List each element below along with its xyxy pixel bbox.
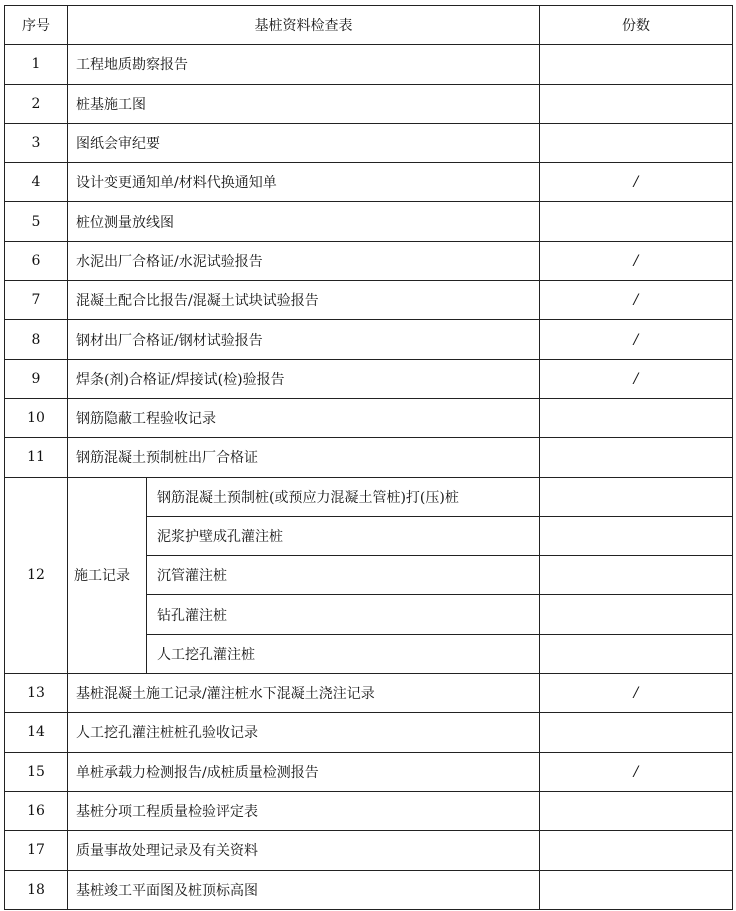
row-number: 8	[5, 320, 68, 359]
row-number: 16	[5, 791, 68, 830]
table-row	[5, 438, 733, 477]
row-copies: /	[540, 241, 733, 280]
row-copies: /	[540, 674, 733, 713]
header-copies: 份数	[540, 6, 733, 45]
row-item-name: 基桩混凝土施工记录/灌注桩水下混凝土浇注记录	[68, 674, 540, 713]
table-row	[5, 752, 733, 791]
row-item-name: 工程地质勘察报告	[68, 45, 540, 84]
header-seq: 序号	[5, 6, 68, 45]
row-number: 4	[5, 163, 68, 202]
row-item-name: 设计变更通知单/材料代换通知单	[68, 163, 540, 202]
group-number: 12	[5, 477, 68, 673]
row-copies	[540, 870, 733, 909]
row-item-name: 水泥出厂合格证/水泥试验报告	[68, 241, 540, 280]
row-number: 10	[5, 398, 68, 437]
row-copies	[540, 831, 733, 870]
row-item-name: 钢材出厂合格证/钢材试验报告	[68, 320, 540, 359]
row-copies	[540, 634, 733, 673]
table-row	[5, 398, 733, 437]
row-copies: /	[540, 359, 733, 398]
row-number: 5	[5, 202, 68, 241]
row-copies	[540, 123, 733, 162]
row-number: 2	[5, 84, 68, 123]
table-row	[5, 831, 733, 870]
row-copies	[540, 398, 733, 437]
row-number: 6	[5, 241, 68, 280]
row-copies: /	[540, 163, 733, 202]
row-item-name: 混凝土配合比报告/混凝土试块试验报告	[68, 281, 540, 320]
row-item-name: 钢筋隐蔽工程验收记录	[68, 398, 540, 437]
row-number: 9	[5, 359, 68, 398]
row-copies	[540, 791, 733, 830]
table-row	[5, 45, 733, 84]
table-row	[5, 84, 733, 123]
group-sub-item: 人工挖孔灌注桩	[147, 634, 540, 673]
row-number: 3	[5, 123, 68, 162]
row-number: 11	[5, 438, 68, 477]
table-row	[5, 202, 733, 241]
row-copies	[540, 556, 733, 595]
row-copies	[540, 45, 733, 84]
row-number: 13	[5, 674, 68, 713]
table-row	[5, 123, 733, 162]
table-row	[5, 320, 733, 359]
row-copies	[540, 84, 733, 123]
header-title: 基桩资料检查表	[68, 6, 540, 45]
row-item-name: 桩基施工图	[68, 84, 540, 123]
row-item-name: 质量事故处理记录及有关资料	[68, 831, 540, 870]
row-copies: /	[540, 752, 733, 791]
table-row	[5, 674, 733, 713]
table-row-group-start	[5, 477, 733, 516]
group-sub-item: 钻孔灌注桩	[147, 595, 540, 634]
group-name: 施工记录	[68, 477, 147, 673]
row-item-name: 桩位测量放线图	[68, 202, 540, 241]
row-number: 15	[5, 752, 68, 791]
table-row	[5, 281, 733, 320]
row-copies	[540, 202, 733, 241]
row-item-name: 焊条(剂)合格证/焊接试(检)验报告	[68, 359, 540, 398]
table-row	[5, 870, 733, 909]
row-item-name: 单桩承载力检测报告/成桩质量检测报告	[68, 752, 540, 791]
table-row	[5, 241, 733, 280]
row-item-name: 基桩竣工平面图及桩顶标高图	[68, 870, 540, 909]
checklist-sheet	[4, 5, 732, 908]
table-row	[5, 163, 733, 202]
group-sub-item: 沉管灌注桩	[147, 556, 540, 595]
row-number: 14	[5, 713, 68, 752]
row-item-name: 基桩分项工程质量检验评定表	[68, 791, 540, 830]
row-copies: /	[540, 281, 733, 320]
table-row	[5, 791, 733, 830]
pile-data-checklist-table	[4, 5, 733, 910]
row-number: 17	[5, 831, 68, 870]
row-copies	[540, 516, 733, 555]
row-item-name: 人工挖孔灌注桩桩孔验收记录	[68, 713, 540, 752]
table-row	[5, 359, 733, 398]
row-item-name: 图纸会审纪要	[68, 123, 540, 162]
row-number: 18	[5, 870, 68, 909]
row-copies	[540, 713, 733, 752]
row-copies: /	[540, 320, 733, 359]
row-copies	[540, 477, 733, 516]
row-copies	[540, 595, 733, 634]
row-item-name: 钢筋混凝土预制桩出厂合格证	[68, 438, 540, 477]
row-number: 7	[5, 281, 68, 320]
group-sub-item: 钢筋混凝土预制桩(或预应力混凝土管桩)打(压)桩	[147, 477, 540, 516]
row-number: 1	[5, 45, 68, 84]
row-copies	[540, 438, 733, 477]
header-row	[5, 6, 733, 45]
group-sub-item: 泥浆护壁成孔灌注桩	[147, 516, 540, 555]
table-row	[5, 713, 733, 752]
